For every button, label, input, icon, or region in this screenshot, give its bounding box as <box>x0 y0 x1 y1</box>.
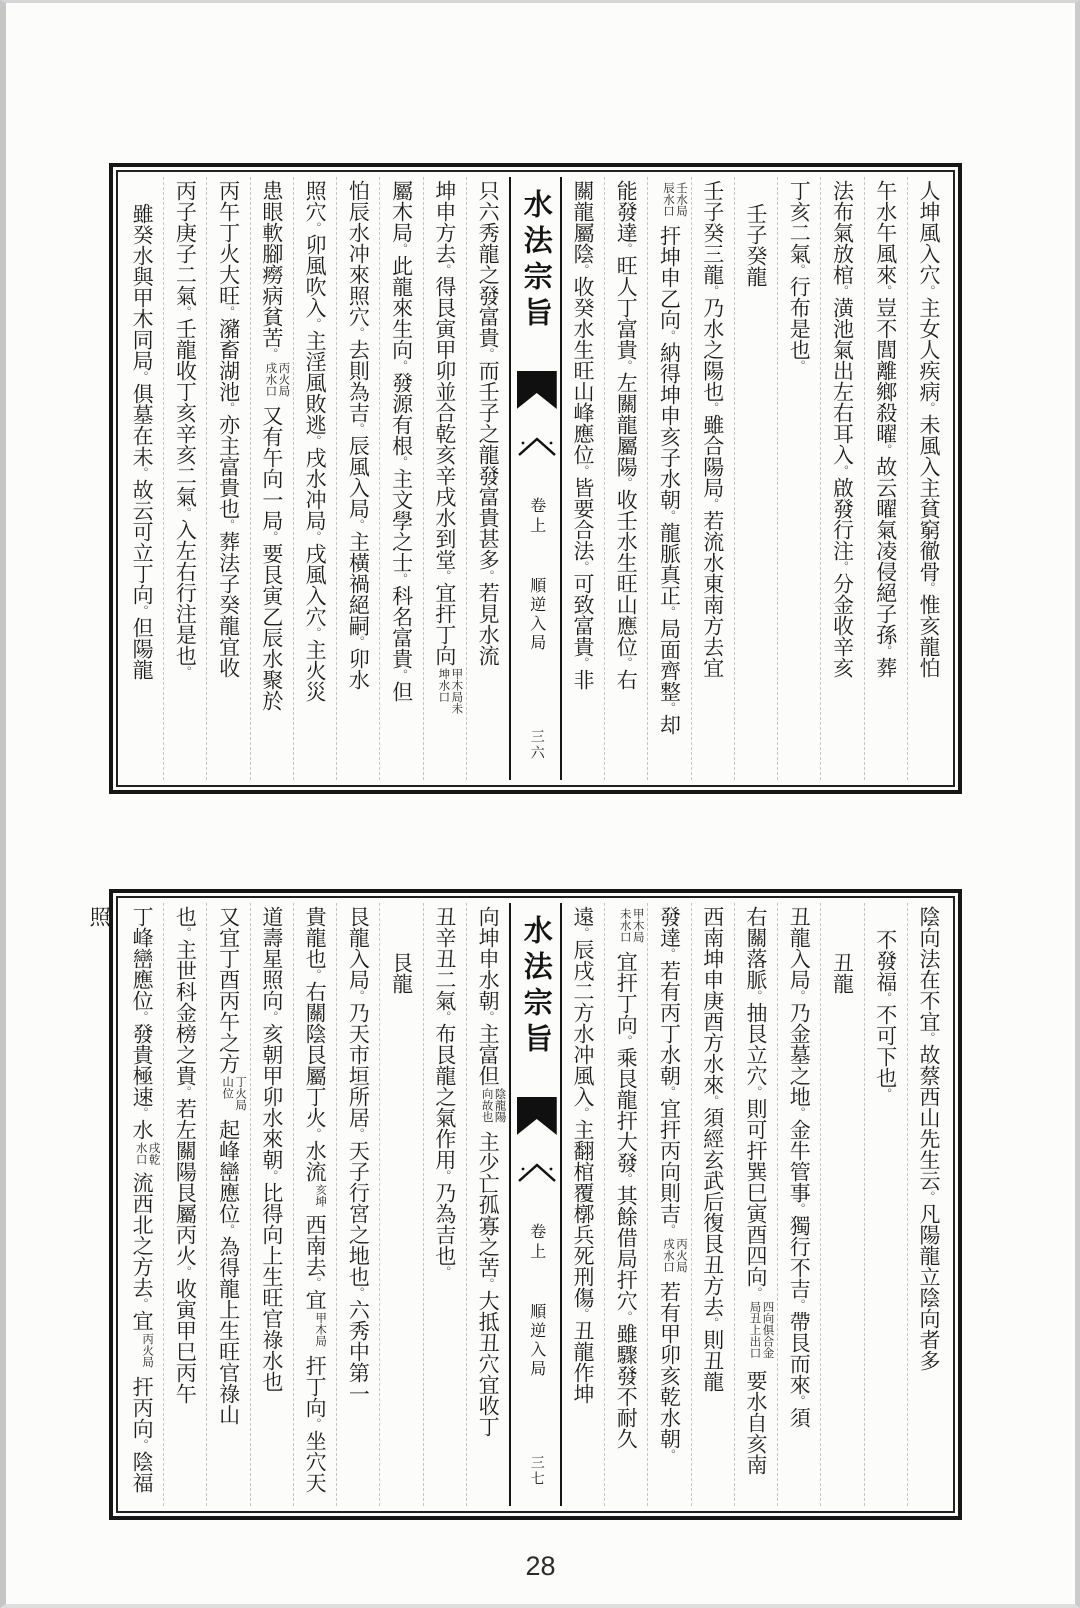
double-rule-frame <box>116 170 955 787</box>
reading-circle: 。 <box>481 1278 496 1290</box>
chevron-mark <box>517 1161 557 1183</box>
text-column: 雖癸水與甲木同局。俱墓在未。故云可立丁向。但陽龍 <box>121 177 164 780</box>
reading-circle: 。 <box>264 531 279 543</box>
reading-circle: 。 <box>135 1107 150 1119</box>
reading-circle: 。 <box>351 1287 366 1299</box>
banxin-center-column <box>509 903 562 1506</box>
text-column: 屬木局。此龍來生向。發源有根。主文學之士。科名富貴。但 <box>380 177 423 780</box>
reading-circle: 。 <box>792 1107 807 1119</box>
reading-circle: 。 <box>481 348 496 360</box>
text-column: 又宜丁酉丙午之方丁火局山位起峰巒應位。為得龍上生旺官祿山 <box>207 903 250 1506</box>
text-column: 丁亥二氣。行布是也。 <box>778 177 821 780</box>
book-title: 水法宗旨 <box>519 915 554 1059</box>
reading-circle: 。 <box>135 1298 150 1310</box>
text-column: 發達。若有丙丁水朝。宜扞丙向則吉。丙火局戌水口若有甲卯亥乾水朝。 <box>648 903 691 1506</box>
reading-circle: 。 <box>662 606 677 618</box>
text-column: 丑辛丑二氣。布艮龍之氣作用。乃為吉也。 <box>424 903 467 1506</box>
section-label: 順逆入局 <box>527 1303 547 1379</box>
column-area <box>87 903 950 1506</box>
book-title: 水法宗旨 <box>519 189 554 333</box>
reading-circle: 。 <box>922 1032 936 1044</box>
reading-circle: 。 <box>878 1088 893 1100</box>
section-label: 順逆入局 <box>527 577 547 653</box>
reading-circle: 。 <box>835 561 850 573</box>
text-column: 道壽星照向。亥朝甲卯水來朝。比得向上生旺官祿水也 <box>251 903 294 1506</box>
reading-circle: 。 <box>878 444 893 456</box>
interlinear-note: 丙火局戌水口 <box>662 1238 689 1273</box>
column-area <box>121 177 950 780</box>
text-column: 丙子庚子二氣。壬龍收丁亥辛亥二氣。入左右行注是也。 <box>164 177 207 780</box>
reading-circle: 。 <box>221 306 236 318</box>
text-column: 甲木局未水口宜扞丁向。乘艮龍扞大發。其餘借局扞穴。雖驟發不耐久 <box>605 903 648 1506</box>
reading-circle: 。 <box>792 360 807 372</box>
reading-circle: 。 <box>662 510 677 522</box>
reading-circle: 。 <box>878 992 893 1004</box>
reading-circle: 。 <box>878 645 893 657</box>
text-column: 貴龍也。右關陰艮屬丁火。水流亥坤西南去。宜甲木局扞丁向。坐穴天 <box>294 903 337 1506</box>
reading-circle: 。 <box>394 360 409 372</box>
reading-circle: 。 <box>221 402 236 414</box>
reading-circle: 。 <box>351 990 366 1002</box>
text-column: 怕辰水冲來照穴。去則為吉。辰風入局。主橫禍絕嗣。卯水 <box>337 177 380 780</box>
reading-circle: 。 <box>178 1086 193 1098</box>
reading-circle: 。 <box>481 570 496 582</box>
reading-circle: 。 <box>437 1011 452 1023</box>
reading-circle: 。 <box>619 1311 634 1323</box>
reading-circle: 。 <box>922 1191 936 1203</box>
reading-circle: 。 <box>619 1173 634 1185</box>
reading-circle: 。 <box>135 467 150 479</box>
text-column: 壬子癸龍 <box>735 177 778 780</box>
interlinear-note: 甲木局未水口 <box>618 908 646 943</box>
interlinear-note: 丁火局山位 <box>221 1076 249 1111</box>
reading-circle: 。 <box>264 1170 279 1182</box>
reading-circle: 。 <box>662 1224 677 1236</box>
text-column: 陰向法在不宜。故蔡西山先生云。凡陽龍立陰向者多 <box>917 906 941 1371</box>
text-column: 能發達。旺人丁富貴。左關龍屬陽。收壬水生旺山應位。右 <box>605 177 648 780</box>
reading-circle: 。 <box>481 1011 496 1023</box>
reading-circle: 。 <box>576 561 590 573</box>
interlinear-note: 甲木局 <box>314 1312 329 1347</box>
folio-number: 三七 <box>528 1455 545 1487</box>
reading-circle: 。 <box>308 1128 323 1140</box>
text-column: 丁峰巒應位。發貴極速。水戌乾水口流西北之方去。宜丙火局扞丙向。陰福照 <box>121 903 164 1506</box>
reading-circle: 。 <box>749 990 763 1002</box>
reading-circle: 。 <box>437 264 452 276</box>
reading-circle: 。 <box>308 531 323 543</box>
reading-circle: 。 <box>178 1266 193 1278</box>
reading-circle: 。 <box>576 264 590 276</box>
reading-circle: 。 <box>749 1086 763 1098</box>
reading-circle: 。 <box>835 465 850 477</box>
reading-circle: 。 <box>264 1011 279 1023</box>
reading-circle: 。 <box>705 1095 720 1107</box>
text-column: 右關落脈。抽艮立穴。則可扞巽巳寅酉四向。四向俱合金局丑上出口要水自亥南 <box>735 903 778 1506</box>
text-column: 艮龍 <box>380 903 423 1506</box>
reading-circle: 。 <box>351 519 366 531</box>
text-column: 只六秀龍之發富貴。而壬子之龍發富貴甚多。若見水流 <box>476 180 501 666</box>
fishtail-mark <box>517 1097 557 1135</box>
reading-circle: 。 <box>619 360 634 372</box>
text-block-lower <box>87 889 962 1520</box>
text-column: 丑龍入局。乃金墓之地。金牛管事。獨行不吉。帶艮而來。須 <box>778 903 821 1506</box>
text-column: 丑龍 <box>821 903 864 1506</box>
reading-circle: 。 <box>792 1203 807 1215</box>
reading-circle: 。 <box>178 306 193 318</box>
reading-circle: 。 <box>351 1128 366 1140</box>
interlinear-note: 丙火局 <box>141 1333 156 1368</box>
reading-circle: 。 <box>619 477 634 489</box>
reading-circle: 。 <box>792 990 807 1002</box>
reading-circle: 。 <box>135 1011 150 1023</box>
text-column: 不發福。不可下也。 <box>865 903 908 1506</box>
reading-circle: 。 <box>792 264 807 276</box>
reading-circle: 。 <box>878 285 893 297</box>
reading-circle: 。 <box>308 318 323 330</box>
reading-circle: 。 <box>394 243 409 255</box>
reading-circle: 。 <box>662 702 677 714</box>
chevron-mark <box>517 435 557 457</box>
reading-circle: 。 <box>437 1170 452 1182</box>
reading-circle: 。 <box>705 1317 720 1329</box>
reading-circle: 。 <box>619 657 634 669</box>
text-column: 艮龍入局。乃天市垣所居。天子行宮之地也。六秀中第一 <box>337 903 380 1506</box>
reading-circle: 。 <box>394 573 409 585</box>
reading-circle: 。 <box>351 423 366 435</box>
text-column: 壬水局辰水口扞坤申乙向。納得坤申亥子水朝。龍脈真正。局面齊整。却 <box>648 177 691 780</box>
interlinear-note: 壬水局辰水口 <box>662 182 689 217</box>
text-column: 壬子癸三龍。乃水之陽也。雖合陽局。若流水東南方去宜 <box>692 177 735 780</box>
volume-label: 卷上 <box>527 1223 547 1263</box>
volume-label: 卷上 <box>527 497 547 537</box>
interlinear-note: 丙火局戌水口 <box>264 362 292 397</box>
reading-circle: 。 <box>264 348 279 360</box>
reading-circle: 。 <box>922 402 936 414</box>
reading-circle: 。 <box>662 1086 677 1098</box>
text-block-upper <box>109 163 962 794</box>
reading-circle: 。 <box>308 627 323 639</box>
reading-circle: 。 <box>308 222 323 234</box>
text-column: 也。主世科金榜之貴。若左關陽艮屬丙火。收寅甲巳丙午 <box>164 903 207 1506</box>
text-column: 人坤風入穴。主女人疾病。未風入主貧窮徹骨。惟亥龍怕 <box>917 180 941 678</box>
reading-circle: 。 <box>308 969 323 981</box>
reading-circle: 。 <box>792 1299 807 1311</box>
reading-circle: 。 <box>308 435 323 447</box>
reading-circle: 。 <box>351 327 366 339</box>
reading-circle: 。 <box>705 285 720 297</box>
text-column: 西南坤申庚酉方水來。須經玄武后復艮丑方去。則丑龍 <box>692 903 735 1506</box>
text-column: 坤申方去。得艮寅甲卯並合乾亥辛戌水到堂。宜扞丁向甲木局未坤水口 <box>424 177 467 780</box>
page-number: 28 <box>525 1551 556 1581</box>
text-column: 丙午丁火大旺。瀦畜湖池。亦主富貴也。葬法子癸龍宜收 <box>207 177 250 780</box>
text-column: 遠。辰戌二方水冲風入。主翻棺覆槨兵死刑傷。丑龍作坤 <box>562 903 605 1506</box>
double-rule-frame <box>87 896 955 1513</box>
reading-circle: 。 <box>221 1224 236 1236</box>
reading-circle: 。 <box>576 465 590 477</box>
reading-circle: 。 <box>922 285 936 297</box>
text-column: 午水午風來。豈不閭離鄉殺曜。故云曜氣凌侵絕子孫。葬 <box>865 177 908 780</box>
reading-circle: 。 <box>221 519 236 531</box>
reading-circle: 。 <box>308 1418 323 1430</box>
reading-circle: 。 <box>576 657 590 669</box>
reading-circle: 。 <box>922 582 936 594</box>
reading-circle: 。 <box>576 1308 590 1320</box>
reading-circle: 。 <box>835 285 850 297</box>
reading-circle: 。 <box>749 1287 763 1299</box>
reading-circle: 。 <box>135 1439 150 1451</box>
folio-number: 三六 <box>528 729 545 761</box>
interlinear-note: 亥坤 <box>314 1184 329 1207</box>
interlinear-note: 四向俱合金局丑上出口 <box>748 1301 776 1359</box>
interlinear-note: 陰龍陽向故也 <box>480 1088 508 1123</box>
reading-circle: 。 <box>705 498 720 510</box>
reading-circle: 。 <box>308 1277 323 1289</box>
reading-circle: 。 <box>394 669 409 681</box>
reading-circle: 。 <box>437 1266 452 1278</box>
text-column: 法布氣放棺。潢池氣出左右耳入。啟發行注。分金收辛亥 <box>821 177 864 780</box>
text-column: 患眼軟腳癆病貧苦。丙火局戌水口又有午向一局。要艮寅乙辰水聚於 <box>251 177 294 780</box>
reading-circle: 。 <box>792 1395 807 1407</box>
fishtail-mark <box>517 371 557 409</box>
text-column: 向坤申水朝。主富但陰龍陽向故也主少亡孤寡之苦。大抵丑穴宜收丁 <box>476 906 508 1437</box>
reading-circle: 。 <box>576 1107 590 1119</box>
reading-circle: 。 <box>619 1035 634 1047</box>
reading-circle: 。 <box>705 402 720 414</box>
reading-circle: 。 <box>135 371 150 383</box>
reading-circle: 。 <box>135 605 150 617</box>
reading-circle: 。 <box>662 330 677 342</box>
text-column: 關龍屬陰。收癸水生旺山峰應位。皆要合法。可致富貴。非 <box>562 177 605 780</box>
reading-circle: 。 <box>576 927 590 939</box>
reading-circle: 。 <box>662 1449 677 1461</box>
reading-circle: 。 <box>178 927 193 939</box>
banxin-center-column <box>509 177 562 780</box>
reading-circle: 。 <box>178 666 193 678</box>
reading-circle: 。 <box>351 636 366 648</box>
interlinear-note: 戌乾水口 <box>134 1142 162 1165</box>
reading-circle: 。 <box>394 456 409 468</box>
interlinear-note: 甲木局未坤水口 <box>437 668 465 714</box>
reading-circle: 。 <box>178 507 193 519</box>
reading-circle: 。 <box>619 243 634 255</box>
text-column: 照穴。卯風吹入。主淫風敗逃。戌水冲局。戌風入穴。主火災 <box>294 177 337 780</box>
reading-circle: 。 <box>662 948 677 960</box>
reading-circle: 。 <box>437 570 452 582</box>
